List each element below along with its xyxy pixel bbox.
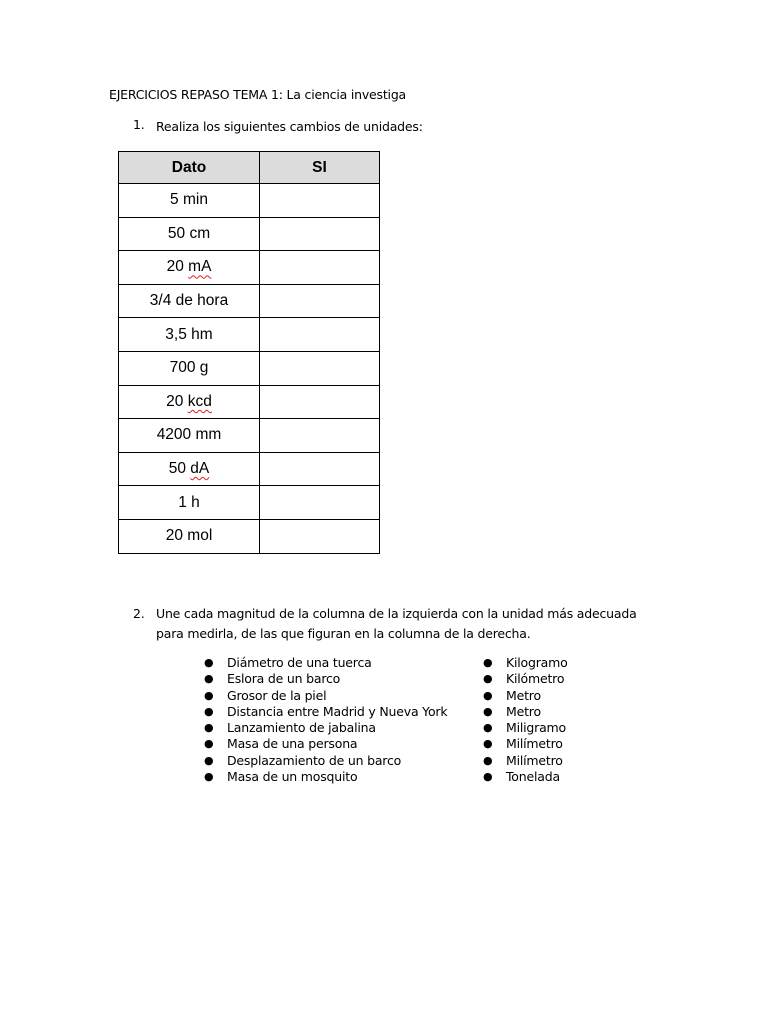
table-header-row xyxy=(119,152,380,184)
si-answer-cell[interactable] xyxy=(260,217,380,251)
table-row xyxy=(119,419,380,453)
dato-value: 700 g xyxy=(169,359,209,377)
bullet-icon: ● xyxy=(483,721,493,735)
question-1-text: Realiza los siguientes cambios de unidades: xyxy=(156,119,423,134)
bullet-icon: ● xyxy=(204,688,214,702)
table-row xyxy=(119,486,380,520)
unit-label: Milímetro xyxy=(506,752,563,768)
table-row xyxy=(119,251,380,285)
table-row xyxy=(119,284,380,318)
dato-cell xyxy=(119,184,260,218)
list-item xyxy=(204,769,447,785)
list-item xyxy=(483,703,568,720)
list-item xyxy=(483,736,568,752)
bullet-icon: ● xyxy=(483,770,493,784)
unit-label: Milímetro xyxy=(506,736,563,752)
dato-cell xyxy=(119,318,260,352)
si-answer-cell[interactable] xyxy=(260,318,380,352)
list-item xyxy=(483,752,568,769)
si-answer-cell[interactable] xyxy=(260,419,380,453)
spellcheck-underline: dA xyxy=(190,460,210,478)
dato-value: 5 min xyxy=(170,191,208,209)
magnitude-label: Lanzamiento de jabalina xyxy=(227,720,376,736)
list-item xyxy=(483,720,568,736)
bullet-icon: ● xyxy=(483,737,493,751)
unit-label: Kilómetro xyxy=(506,671,565,687)
list-item xyxy=(204,671,447,687)
table-row xyxy=(119,217,380,251)
dato-cell xyxy=(119,452,260,486)
magnitude-label: Masa de una persona xyxy=(227,736,358,752)
table-row xyxy=(119,351,380,385)
si-answer-cell[interactable] xyxy=(260,486,380,520)
table-row xyxy=(119,318,380,352)
unit-label: Metro xyxy=(506,703,541,719)
magnitude-label: Grosor de la piel xyxy=(227,687,327,703)
unidades-list xyxy=(483,655,568,785)
table-row xyxy=(119,519,380,553)
bullet-icon: ● xyxy=(204,770,214,784)
dato-cell xyxy=(119,284,260,318)
si-answer-cell[interactable] xyxy=(260,251,380,285)
bullet-icon: ● xyxy=(204,721,214,735)
dato-value: 50 cm xyxy=(167,224,211,242)
dato-value: 20 kcd xyxy=(166,392,212,410)
dato-cell xyxy=(119,251,260,285)
magnitude-label: Eslora de un barco xyxy=(227,671,341,687)
question-2-text: Une cada magnitud de la columna de la izquierda con la unidad más adecuada para medirla, de las que figuran en la columna de la derecha. xyxy=(156,606,637,641)
dato-cell xyxy=(119,351,260,385)
unit-label: Miligramo xyxy=(506,720,566,736)
si-answer-cell[interactable] xyxy=(260,385,380,419)
dato-cell xyxy=(119,486,260,520)
bullet-icon: ● xyxy=(204,672,214,686)
question-1-number: 1. xyxy=(133,117,145,132)
bullet-icon: ● xyxy=(204,737,214,751)
bullet-icon: ● xyxy=(483,753,493,767)
si-answer-cell[interactable] xyxy=(260,184,380,218)
si-answer-cell[interactable] xyxy=(260,284,380,318)
spellcheck-underline: mA xyxy=(188,258,212,276)
bullet-icon: ● xyxy=(204,704,214,718)
dato-cell xyxy=(119,519,260,553)
bullet-icon: ● xyxy=(483,656,493,669)
dato-cell xyxy=(119,419,260,453)
list-item xyxy=(483,655,568,671)
bullet-icon: ● xyxy=(204,656,214,669)
bullet-icon: ● xyxy=(483,672,493,686)
list-item xyxy=(204,752,447,769)
list-item xyxy=(483,671,568,687)
magnitude-label: Desplazamiento de un barco xyxy=(227,752,402,768)
table-row xyxy=(119,385,380,419)
question-2-number: 2. xyxy=(133,606,145,621)
header-dato: Dato xyxy=(119,152,260,184)
magnitude-label: Distancia entre Madrid y Nueva York xyxy=(227,703,448,719)
dato-cell xyxy=(119,385,260,419)
table-row xyxy=(119,184,380,218)
list-item xyxy=(204,720,447,736)
document-title: EJERCICIOS REPASO TEMA 1: La ciencia investiga xyxy=(109,87,407,102)
header-si: SI xyxy=(260,152,380,184)
bullet-icon: ● xyxy=(483,704,493,718)
dato-value: 20 mA xyxy=(166,258,212,276)
dato-cell xyxy=(119,217,260,251)
dato-value: 3,5 hm xyxy=(165,325,213,343)
dato-value: 4200 mm xyxy=(156,426,222,444)
spellcheck-underline: kcd xyxy=(187,392,212,410)
units-conversion-table xyxy=(118,151,380,554)
unit-label: Metro xyxy=(506,687,541,703)
unit-label: Tonelada xyxy=(506,769,560,785)
list-item xyxy=(483,769,568,785)
dato-value: 20 mol xyxy=(165,527,213,545)
magnitude-label: Masa de un mosquito xyxy=(227,769,358,785)
si-answer-cell[interactable] xyxy=(260,519,380,553)
magnitudes-list xyxy=(204,655,448,785)
list-item xyxy=(483,687,568,704)
table-row xyxy=(119,452,380,486)
dato-value: 3/4 de hora xyxy=(149,292,229,310)
dato-value: 1 h xyxy=(178,493,200,511)
si-answer-cell[interactable] xyxy=(260,351,380,385)
list-item xyxy=(204,655,447,671)
bullet-icon: ● xyxy=(204,753,214,767)
dato-value: 50 dA xyxy=(168,460,210,478)
list-item xyxy=(204,703,448,720)
list-item xyxy=(204,687,447,704)
unit-label: Kilogramo xyxy=(506,655,568,670)
list-item xyxy=(204,736,447,752)
bullet-icon: ● xyxy=(483,688,493,702)
magnitude-label: Diámetro de una tuerca xyxy=(227,655,372,670)
si-answer-cell[interactable] xyxy=(260,452,380,486)
